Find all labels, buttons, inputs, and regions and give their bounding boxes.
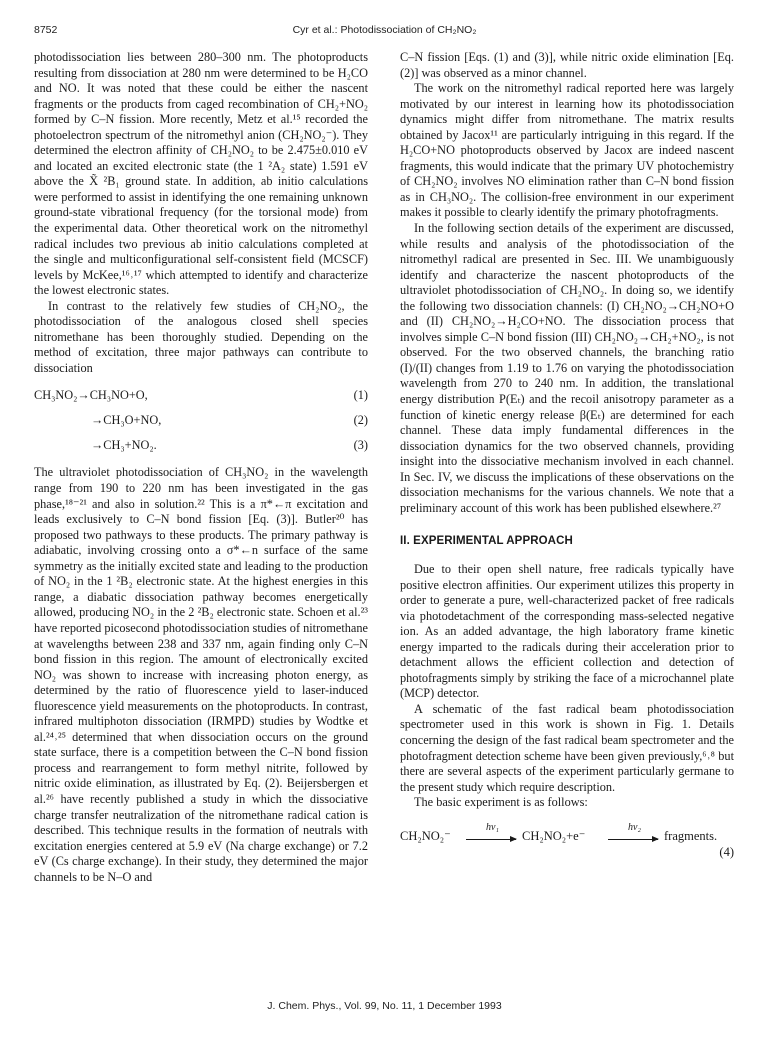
- equation-1: [34, 384, 368, 407]
- equation-3: [34, 434, 368, 457]
- reaction-4: [400, 819, 734, 860]
- right-paragraph-5: A schematic of the fast radical beam photodissociation spectrometer used in this work is shown in Fig. 1. Details concerning the design of the fast radical beam spectrometer and the photofragment detection scheme have been given previously,⁶˒⁸ but there are several aspects of the experiment particularly germane to the present study which require description.: [400, 701, 734, 794]
- left-paragraph-2: In contrast to the relatively few studies of CH₂NO₂, the photodissociation of the analogous closed shell species nitromethane has been thoroughly studied. Depending on the method of excitation, three major pathways can contribute to dissociation: [34, 298, 368, 375]
- reaction-4-reactant: CH₂NO₂⁻: [400, 829, 451, 844]
- equation-block: [34, 384, 368, 457]
- reaction-4-arrow-2: [608, 839, 658, 840]
- reaction-4-hv1: hν₁: [486, 822, 499, 834]
- right-paragraph-3: In the following section details of the experiment are discussed, while results and analysis of the photodissociation of the nitromethyl radical are presented in Sec. III. We unambiguously identify and characterize the nascent photoproducts of the ultraviolet photodissociation of CH₂NO₂. In doing so, we identify the following two dissociation channels: (I) CH₂NO₂→CH₂NO+O and (II) CH₂NO₂→H₂CO+NO. The dissociation process that involves simple C–N bond fission (III) CH₂NO₂→CH₂+NO₂, is not observed. For the two observed channels, the branching ratio (I)/(II) changes from 1.19 to 1.76 on varying the photodissociation wavelength from 270 to 240 nm. In addition, the translational energy distribution P(Eₜ) and the recoil anisotropy parameter as a function of kinetic energy release β(Eₜ) are determined for each channel. These data imply fundamental differences in the dissociation dynamics for the two observed channels, providing insight into the dissociative mechanism involved in each channel. In Sec. IV, we discuss the implications of these observations on the dissociation mechanisms for the various channels. We note that a preliminary account of this work has been published elsewhere.²⁷: [400, 221, 734, 515]
- reaction-4-hv2: hν₂: [628, 822, 641, 834]
- equation-1-expr: CH₃NO₂→CH₃NO+O,: [34, 388, 148, 403]
- reaction-4-arrow-1: [466, 839, 516, 840]
- section-heading: II. EXPERIMENTAL APPROACH: [400, 535, 573, 548]
- running-title: Cyr et al.: Photodissociation of CH₂NO₂: [292, 24, 477, 36]
- left-column: [34, 50, 368, 885]
- right-paragraph-4: Due to their open shell nature, free radicals typically have positive electron affinities. Our experiment utilizes this property in order to generate a pure, well-characterized packet of free radicals via photodetachment of the corresponding mass-selected negative ion. As an added advantage, the high laboratory frame kinetic energy imparted to the radicals during their acceleration prior to detachment allows the efficient collection and detection of photofragments simply by striking the face of a microchannel plate (MCP) detector.: [400, 561, 734, 701]
- right-paragraph-1: C–N fission [Eqs. (1) and (3)], while nitric oxide elimination [Eq. (2)] was observed as a minor channel.: [400, 50, 734, 80]
- equation-2-number: (2): [353, 413, 368, 428]
- left-paragraph-1: photodissociation lies between 280–300 nm. The photoproducts resulting from dissociation at 280 nm were determined to be H₂CO and NO. It was noted that these could be either the nascent fragments or the products from caged recombination of CH₂+NO₂ formed by C–N fission. More recently, Metz et al.¹⁵ recorded the photoelectron spectrum of the nitromethyl anion (CH₂NO₂⁻). They determined the electron affinity of CH₂NO₂ to be 2.475±0.010 eV and located an excited electronic state (the 1 ²A₂ state) 1.591 eV above the X̃ ²B₁ ground state. In addition, ab initio calculations were performed to assist in identifying the one remaining unknown ground-state vibrational frequency (for the torsional mode) from the experimental data. Other theoretical work on the nitromethyl radical includes two previous ab initio calculations completed at the single and multiconfigurational self-consistent field (MCSCF) levels by McKee,¹⁶˒¹⁷ which attempted to identify and characterize the lowest electronic states.: [34, 50, 368, 298]
- left-paragraph-3: The ultraviolet photodissociation of CH₃NO₂ in the wavelength range from 190 to 220 nm has been investigated in the gas phase,¹⁸⁻²¹ and also in solution.²² This is a π*←π excitation and leads exclusively to C–N bond fission [Eq. (3)]. Butler²⁰ has proposed two pathways to these products. The primary pathway is adiabatic, involving crossing onto a σ*←n surface of the same symmetry as the initially excited state and leading to the production of NO₂ in the 1 ²B₂ electronic state. At the highest energies in this range, a diabatic dissociation pathway becomes energetically allowed, producing NO₂ in the 2 ²B₂ electronic state. Schoen et al.²³ have reported picosecond photodissociation studies of nitromethane at wavelengths between 238 and 337 nm, again finding only C–N bond fission in this region. The amount of electronically excited NO₂ was shown to increase with increasing photon energy, as determined by the ratio of fluorescence yield to laser-induced fluorescence yield measurements on the photoproducts. In contrast, infrared multiphoton dissociation (IRMPD) studies by Wodtke et al.²⁴˒²⁵ determined that when dissociation occurs on the ground state surface, there is a competition between the C–N bond fission process and rearrangement to form methyl nitrite, followed by nitric oxide elimination, as illustrated by Eq. (2). Beijersbergen et al.²⁶ have recently published a study in which the dissociative charge transfer neutralization of the nitromethane radical cation is described. This technique results in the formation of neutrals with excitation energies centered at 5.9 eV (Na charge exchange) or 7.2 eV (Cs charge exchange). In their study, they determined the major channels to be N–O and: [34, 465, 368, 884]
- equation-1-number: (1): [353, 388, 368, 403]
- equation-2: [34, 409, 368, 432]
- reaction-4-product: fragments.: [664, 829, 718, 844]
- equation-3-number: (3): [353, 438, 368, 453]
- reaction-4-middle: CH₂NO₂+e⁻: [522, 829, 586, 844]
- right-paragraph-6: The basic experiment is as follows:: [414, 795, 588, 810]
- right-paragraph-2: The work on the nitromethyl radical reported here was largely motivated by our interest in learning how its photodissociation dynamics might differ from nitromethane. The matrix results obtained by Jacox¹¹ are particularly intriguing in this regard. If the H₂CO+NO photoproducts observed by Jacox are indeed nascent fragments, this would indicate that the primary UV photochemistry of CH₂NO₂ involves NO elimination rather than C–N bond fission as in CH₃NO₂. The collision-free environment in our experiment makes it possible to clearly identify the primary photofragments.: [400, 81, 734, 220]
- journal-footer: J. Chem. Phys., Vol. 99, No. 11, 1 December 1993: [267, 1000, 502, 1012]
- right-column: [400, 50, 734, 860]
- equation-3-expr: →CH₃+NO₂.: [91, 438, 157, 453]
- equation-2-expr: →CH₃O+NO,: [91, 413, 162, 428]
- page-number: 8752: [34, 24, 58, 36]
- equation-4-number: (4): [719, 845, 734, 860]
